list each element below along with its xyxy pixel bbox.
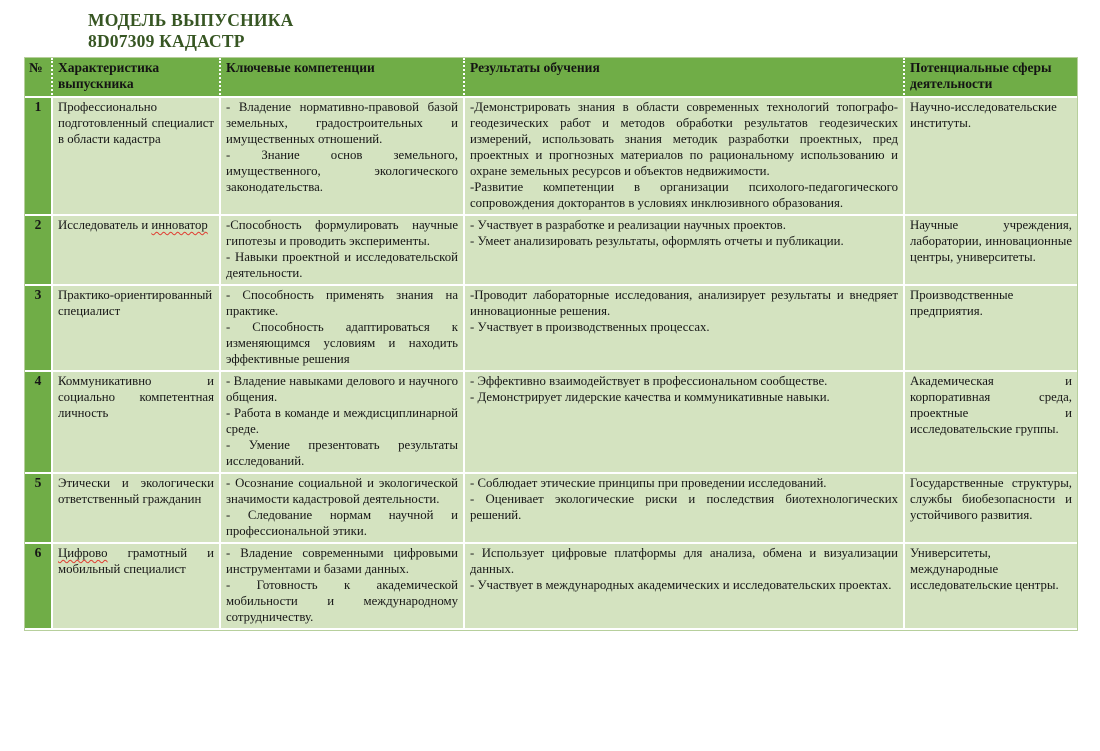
outcomes-cell bbox=[465, 474, 905, 544]
characteristic-cell: Цифрово грамотный и мобильный специалист bbox=[53, 544, 221, 630]
row-number-cell: 6 bbox=[25, 544, 53, 630]
competencies-cell bbox=[221, 98, 465, 216]
table-body bbox=[25, 98, 1077, 630]
row-number-cell: 3 bbox=[25, 286, 53, 372]
header-competencies: Ключевые компетенции bbox=[221, 58, 465, 98]
table-row bbox=[25, 286, 1077, 372]
bullet-paragraph: - Способность адаптироваться к изменяющимся условиям и находить эффективные решения bbox=[226, 320, 458, 366]
competencies-cell bbox=[221, 216, 465, 286]
header-number: № bbox=[25, 58, 53, 98]
characteristic-cell: Исследователь и инноватор bbox=[53, 216, 221, 286]
bullet-paragraph: - Знание основ земельного, имущественного, экологического законодательства. bbox=[226, 148, 458, 194]
bullet-paragraph: - Владение навыками делового и научного общения. bbox=[226, 374, 458, 404]
bullet-paragraph: - Осознание социальной и экологической значимости кадастровой деятельности. bbox=[226, 476, 458, 506]
table-header-row bbox=[25, 58, 1077, 98]
row-number-cell: 2 bbox=[25, 216, 53, 286]
bullet-paragraph: - Следование нормам научной и профессиональной этики. bbox=[226, 508, 458, 538]
spheres-cell: Академическая и корпоративная среда, проектные и исследовательские группы. bbox=[905, 372, 1077, 474]
competencies-cell bbox=[221, 372, 465, 474]
bullet-paragraph: - Умение презентовать результаты исследований. bbox=[226, 438, 458, 468]
row-number-cell: 4 bbox=[25, 372, 53, 474]
bullet-paragraph: - Умеет анализировать результаты, оформлять отчеты и публикации. bbox=[470, 234, 844, 248]
title-line-2: 8D07309 КАДАСТР bbox=[88, 31, 245, 51]
header-outcomes: Результаты обучения bbox=[465, 58, 905, 98]
table-row bbox=[25, 544, 1077, 630]
outcomes-cell bbox=[465, 372, 905, 474]
outcomes-cell bbox=[465, 216, 905, 286]
bullet-paragraph: - Использует цифровые платформы для анализа, обмена и визуализации данных. bbox=[470, 546, 898, 576]
misspelled-word: Цифрово bbox=[58, 546, 108, 560]
graduate-model-table bbox=[24, 57, 1078, 631]
bullet-paragraph: - Участвует в производственных процессах. bbox=[470, 320, 710, 334]
spheres-cell: Научные учреждения, лаборатории, инновационные центры, университеты. bbox=[905, 216, 1077, 286]
bullet-paragraph: - Готовность к академической мобильности и международному сотрудничеству. bbox=[226, 578, 458, 624]
table-row bbox=[25, 372, 1077, 474]
bullet-paragraph: -Демонстрировать знания в области современных технологий топографо-геодезических работ и методов обработки результатов геодезических измерений, использовать знания методик разработки проектных, пред проектных и прогнозных материалов по рациональному использованию и охране земельных ресурсов и объектов недвижимости. bbox=[470, 100, 898, 178]
bullet-paragraph: - Оценивает экологические риски и последствия биотехнологических решений. bbox=[470, 492, 898, 522]
bullet-paragraph: -Развитие компетенции в организации психолого-педагогического сопровождения докторантов в условиях инклюзивного образования. bbox=[470, 180, 898, 210]
header-characteristic: Характеристика выпускника bbox=[53, 58, 221, 98]
spheres-cell: Научно-исследовательские институты. bbox=[905, 98, 1077, 216]
bullet-paragraph: -Проводит лабораторные исследования, анализирует результаты и внедряет инновационные решения. bbox=[470, 288, 898, 318]
outcomes-cell bbox=[465, 98, 905, 216]
table-row bbox=[25, 98, 1077, 216]
table-row bbox=[25, 216, 1077, 286]
bullet-paragraph: - Демонстрирует лидерские качества и коммуникативные навыки. bbox=[470, 390, 830, 404]
bullet-paragraph: - Участвует в международных академических и исследовательских проектах. bbox=[470, 578, 892, 592]
characteristic-cell: Профессионально подготовленный специалист в области кадастра bbox=[53, 98, 221, 216]
bullet-paragraph: - Работа в команде и междисциплинарной среде. bbox=[226, 406, 458, 436]
spheres-cell: Государственные структуры, службы биобезопасности и устойчивого развития. bbox=[905, 474, 1077, 544]
characteristic-cell: Практико-ориентированный специалист bbox=[53, 286, 221, 372]
bullet-paragraph: - Участвует в разработке и реализации научных проектов. bbox=[470, 218, 786, 232]
row-number-cell: 5 bbox=[25, 474, 53, 544]
document-title bbox=[88, 10, 1100, 52]
misspelled-word: инноватор bbox=[151, 218, 208, 232]
characteristic-cell: Коммуникативно и социально компетентная личность bbox=[53, 372, 221, 474]
table-row bbox=[25, 474, 1077, 544]
spheres-cell: Производственные предприятия. bbox=[905, 286, 1077, 372]
competencies-cell bbox=[221, 286, 465, 372]
spheres-cell: Университеты, международные исследовательские центры. bbox=[905, 544, 1077, 630]
bullet-paragraph: - Навыки проектной и исследовательской деятельности. bbox=[226, 250, 458, 280]
outcomes-cell bbox=[465, 544, 905, 630]
outcomes-cell bbox=[465, 286, 905, 372]
bullet-paragraph: - Владение нормативно-правовой базой земельных, градостроительных и имущественных отношений. bbox=[226, 100, 458, 146]
bullet-paragraph: - Способность применять знания на практике. bbox=[226, 288, 458, 318]
bullet-paragraph: - Эффективно взаимодействует в профессиональном сообществе. bbox=[470, 374, 828, 388]
title-line-1: МОДЕЛЬ ВЫПУСНИКА bbox=[88, 10, 294, 30]
competencies-cell bbox=[221, 544, 465, 630]
row-number-cell: 1 bbox=[25, 98, 53, 216]
bullet-paragraph: - Владение современными цифровыми инструментами и базами данных. bbox=[226, 546, 458, 576]
characteristic-cell: Этически и экологически ответственный гражданин bbox=[53, 474, 221, 544]
bullet-paragraph: -Способность формулировать научные гипотезы и проводить эксперименты. bbox=[226, 218, 458, 248]
bullet-paragraph: - Соблюдает этические принципы при проведении исследований. bbox=[470, 476, 827, 490]
header-spheres: Потенциальные сферы деятельности bbox=[905, 58, 1077, 98]
competencies-cell bbox=[221, 474, 465, 544]
